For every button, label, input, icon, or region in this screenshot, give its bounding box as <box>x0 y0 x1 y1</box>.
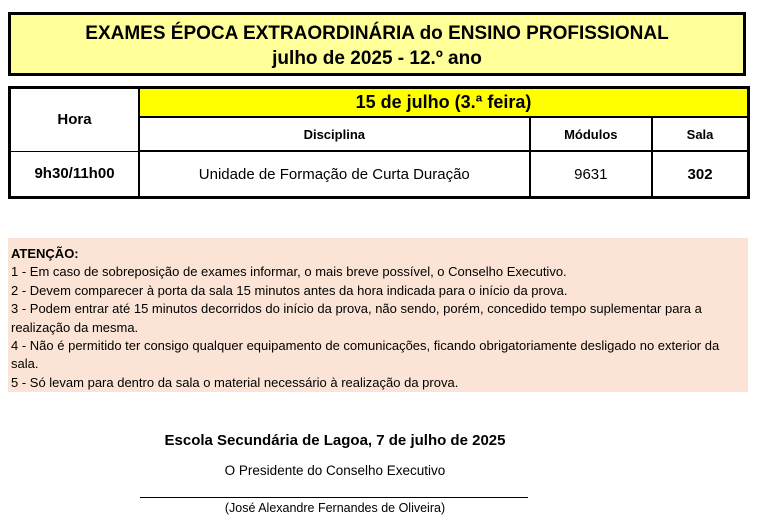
notice-item: 5 - Só levam para dentro da sala o material necessário à realização da prova. <box>11 374 459 390</box>
signature-line <box>140 497 528 498</box>
notice-item: 3 - Podem entrar até 15 minutos decorridos do início da prova, não sendo, porém, concedido tempo suplementar para a realização da mesma. <box>11 301 702 335</box>
exam-date: 15 de julho (3.ª feira) <box>139 88 748 118</box>
attention-notice <box>8 238 748 392</box>
document-header <box>8 12 746 76</box>
notice-item: 4 - Não é permitido ter consigo qualquer equipamento de comunicações, ficando obrigatoriamente desligado no exterior da sala. <box>11 338 720 372</box>
document-title: EXAMES ÉPOCA EXTRAORDINÁRIA do ENSINO PROFISSIONAL <box>85 23 669 44</box>
modulos-header: Módulos <box>530 117 652 151</box>
hora-header: Hora <box>10 88 140 152</box>
disciplina-cell: Unidade de Formação de Curta Duração <box>139 151 530 198</box>
document-subtitle: julho de 2025 - 12.º ano <box>272 48 482 69</box>
notice-item: 2 - Devem comparecer à porta da sala 15 minutos antes da hora indicada para o início da prova. <box>11 282 568 298</box>
modulos-cell: 9631 <box>530 151 652 198</box>
table-row <box>10 151 749 198</box>
school-date-line: Escola Secundária de Lagoa, 7 de julho de 2025 <box>164 432 506 449</box>
hora-cell: 9h30/11h00 <box>10 151 140 198</box>
disciplina-header: Disciplina <box>139 117 530 151</box>
sala-cell: 302 <box>652 151 748 198</box>
signatory-role: O Presidente do Conselho Executivo <box>224 463 446 478</box>
notice-item: 1 - Em caso de sobreposição de exames informar, o mais breve possível, o Conselho Executivo. <box>11 264 567 280</box>
notice-title: ATENÇÃO: <box>11 246 79 261</box>
signatory-name: (José Alexandre Fernandes de Oliveira) <box>224 501 446 515</box>
sala-header: Sala <box>652 117 748 151</box>
exam-schedule-table <box>8 86 750 199</box>
